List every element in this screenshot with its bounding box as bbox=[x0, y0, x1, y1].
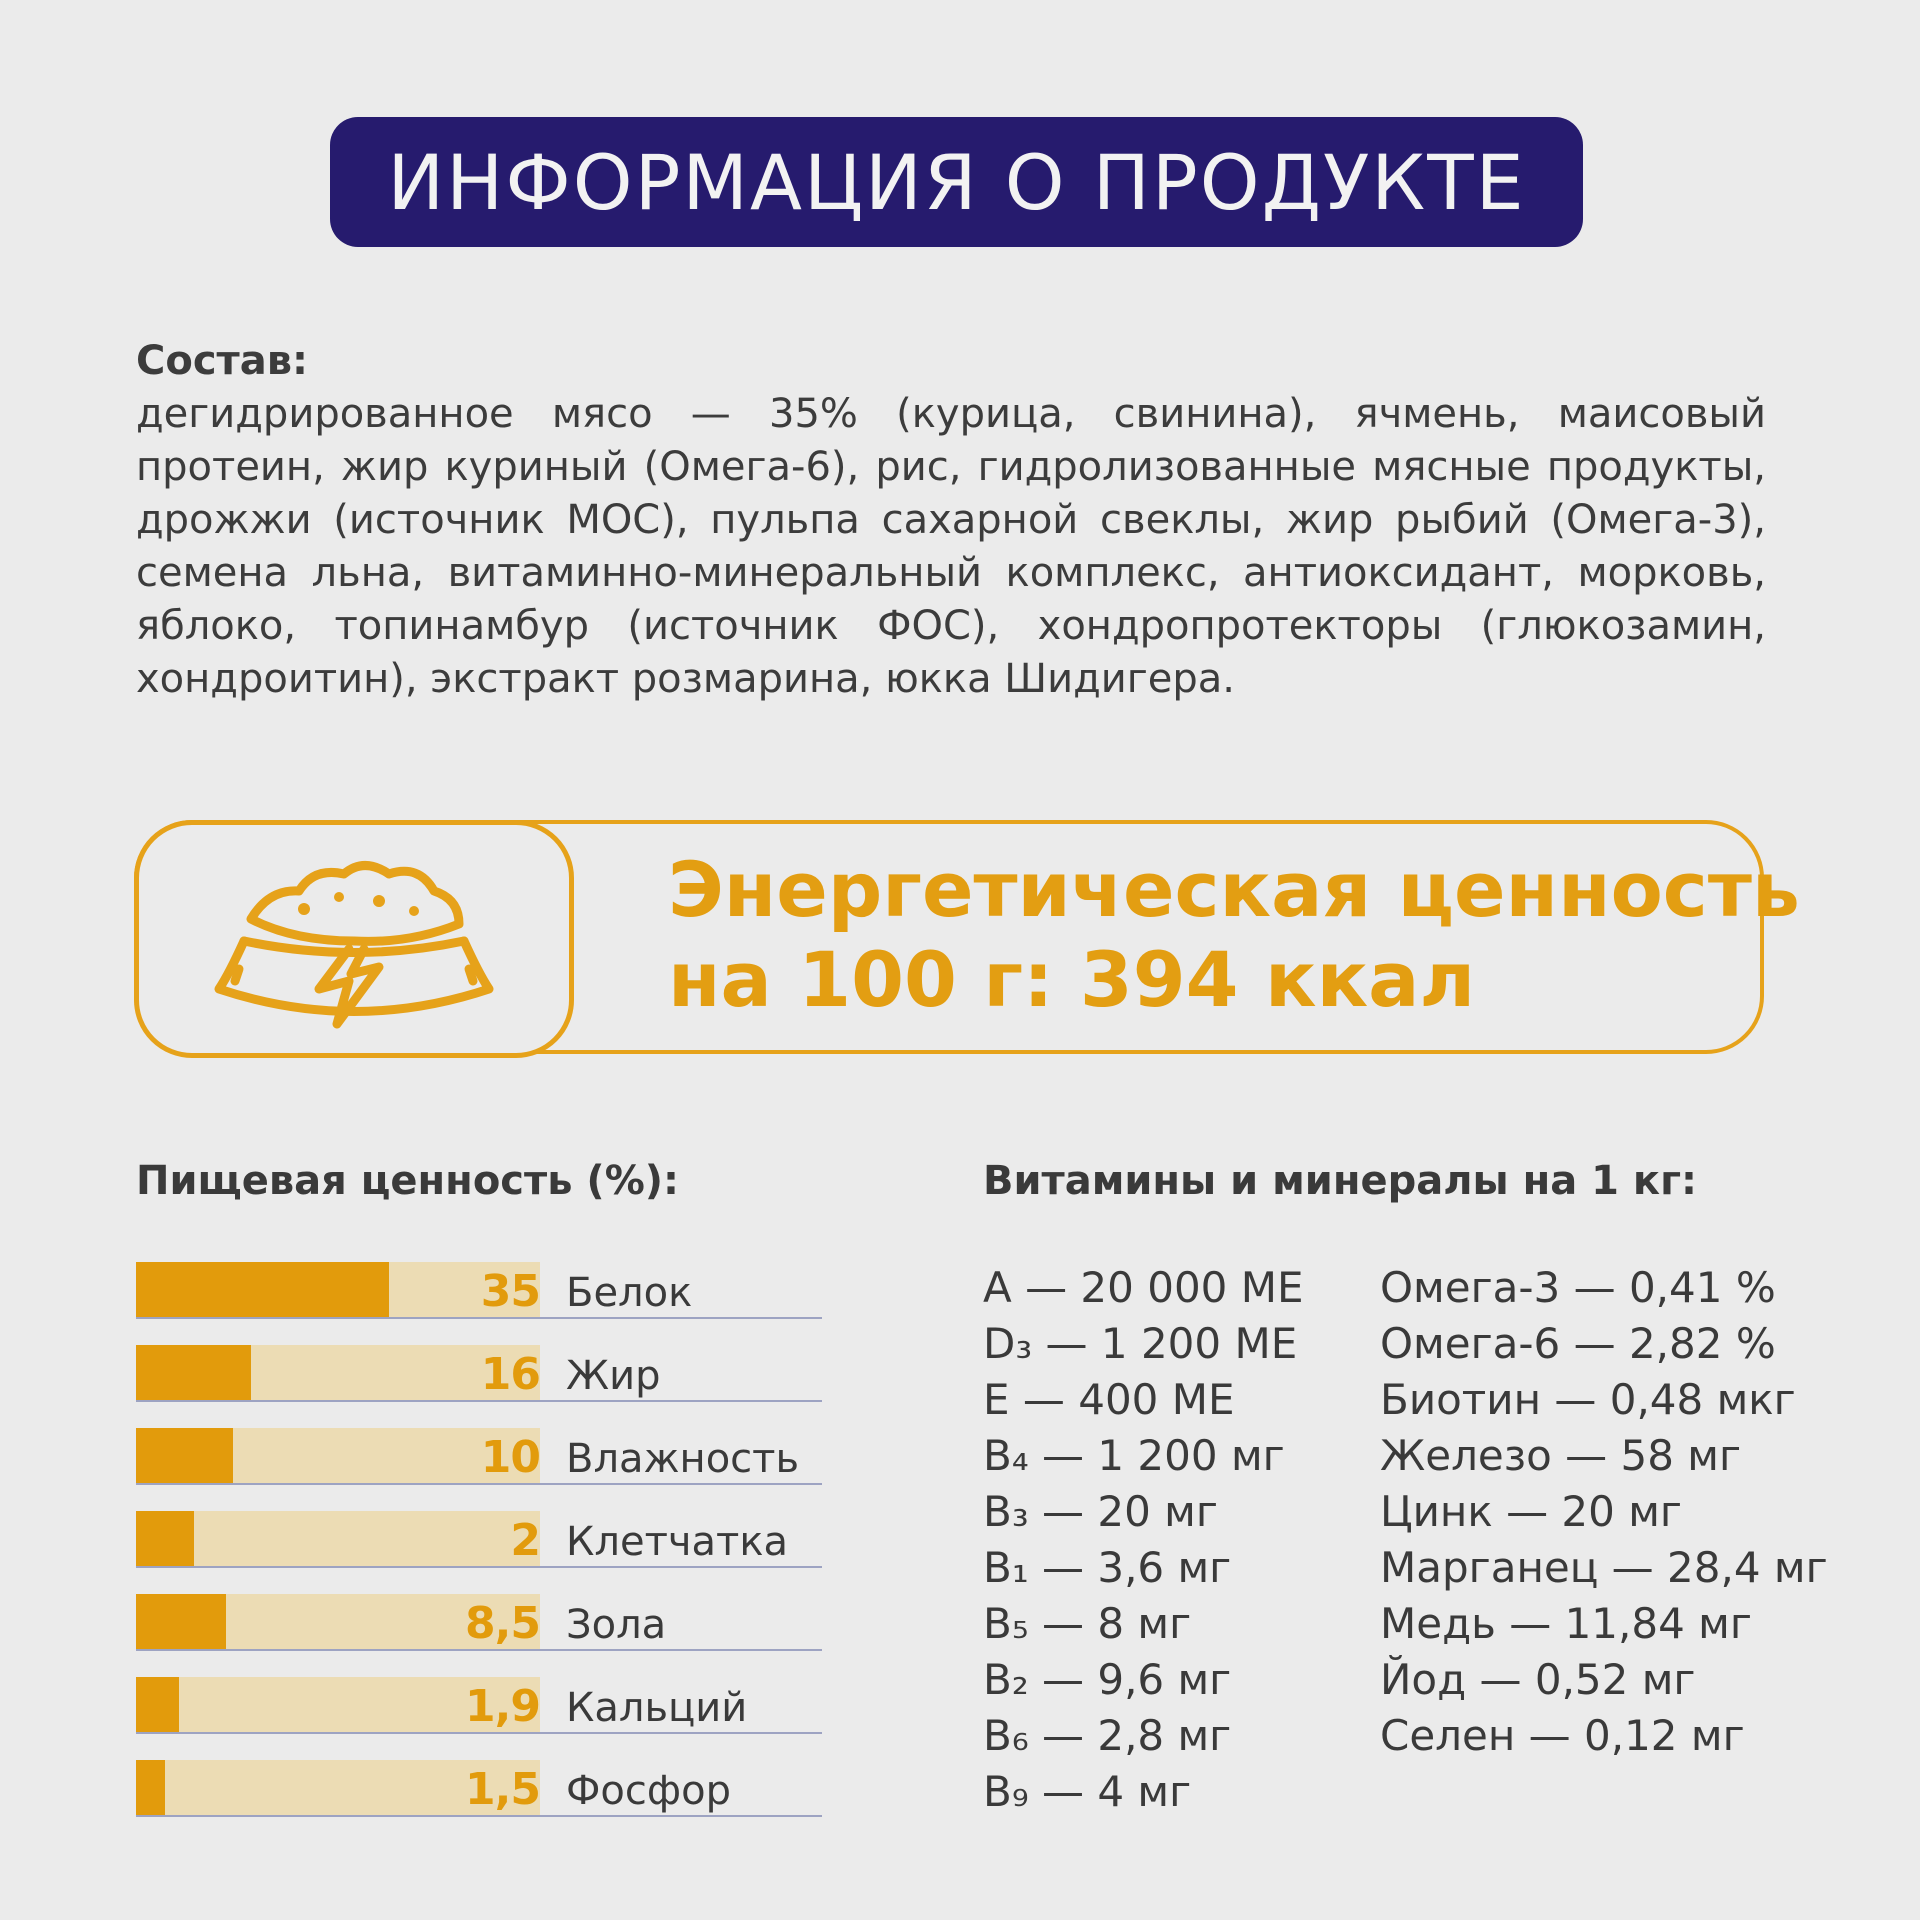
bar-label: Влажность bbox=[566, 1436, 800, 1482]
bar-fill bbox=[136, 1511, 194, 1566]
bar-track bbox=[136, 1262, 540, 1317]
bar-label: Жир bbox=[566, 1353, 661, 1399]
bar-value: 10 bbox=[480, 1432, 540, 1483]
vitamin-item: B₃ — 20 мг bbox=[983, 1487, 1218, 1536]
vitamin-item: Селен — 0,12 мг bbox=[1380, 1711, 1745, 1760]
bar-value: 2 bbox=[510, 1515, 540, 1566]
bar-value: 35 bbox=[480, 1266, 540, 1317]
bar-fill bbox=[136, 1677, 179, 1732]
vitamin-item: B₄ — 1 200 мг bbox=[983, 1431, 1285, 1480]
vitamin-item: B₂ — 9,6 мг bbox=[983, 1655, 1232, 1704]
bar-fill bbox=[136, 1345, 251, 1400]
vitamin-item: D₃ — 1 200 МЕ bbox=[983, 1319, 1298, 1368]
vitamin-item: Марганец — 28,4 мг bbox=[1380, 1543, 1828, 1592]
nutrition-row bbox=[136, 1428, 822, 1485]
bar-label: Кальций bbox=[566, 1685, 748, 1731]
vitamins-title: Витамины и минералы на 1 кг: bbox=[983, 1158, 1697, 1204]
vitamin-item: Железо — 58 мг bbox=[1380, 1431, 1742, 1480]
vitamin-item: A — 20 000 МЕ bbox=[983, 1263, 1304, 1312]
vitamin-item: E — 400 МЕ bbox=[983, 1375, 1235, 1424]
nutrition-row bbox=[136, 1677, 822, 1734]
vitamin-item: Омега-3 — 0,41 % bbox=[1380, 1263, 1776, 1312]
bar-track bbox=[136, 1511, 540, 1566]
energy-line-1: Энергетическая ценность bbox=[668, 845, 1800, 934]
energy-icon-box bbox=[134, 820, 574, 1058]
bar-label: Клетчатка bbox=[566, 1519, 788, 1565]
nutrition-row bbox=[136, 1594, 822, 1651]
vitamin-item: B₉ — 4 мг bbox=[983, 1767, 1192, 1816]
vitamins-list-left bbox=[983, 1260, 1304, 1820]
vitamin-item: B₁ — 3,6 мг bbox=[983, 1543, 1232, 1592]
nutrition-row bbox=[136, 1511, 822, 1568]
energy-value bbox=[668, 845, 1800, 1025]
nutrition-row bbox=[136, 1760, 822, 1817]
bar-value: 16 bbox=[480, 1349, 540, 1400]
vitamin-item: B₆ — 2,8 мг bbox=[983, 1711, 1232, 1760]
vitamin-item: B₅ — 8 мг bbox=[983, 1599, 1192, 1648]
bar-value: 1,5 bbox=[465, 1764, 540, 1815]
bar-track bbox=[136, 1345, 540, 1400]
header-banner bbox=[330, 117, 1583, 247]
composition-text: дегидрированное мясо — 35% (курица, свинина), ячмень, маисовый протеин, жир куриный (Омега-6), рис, гидролизованные мясные продукты, дрожжи (источник МОС), пульпа сахарной свеклы, жир рыбий (Омега-3), семена льна, витаминно-минеральный комплекс, антиоксидант, морковь, яблоко, топинамбур (источник ФОС), хондропротекторы (глюкозамин, хондроитин), экстракт розмарина, юкка Шидигера. bbox=[136, 391, 1766, 702]
food-bowl-lightning-icon bbox=[209, 849, 499, 1029]
vitamin-item: Медь — 11,84 мг bbox=[1380, 1599, 1752, 1648]
bar-fill bbox=[136, 1262, 389, 1317]
nutrition-bars bbox=[136, 1262, 822, 1843]
bar-label: Белок bbox=[566, 1270, 693, 1316]
bar-value: 1,9 bbox=[465, 1681, 540, 1732]
vitamin-item: Омега-6 — 2,82 % bbox=[1380, 1319, 1776, 1368]
bar-fill bbox=[136, 1428, 233, 1483]
bar-label: Зола bbox=[566, 1602, 667, 1648]
composition-label: Состав: bbox=[136, 338, 309, 384]
page-title: ИНФОРМАЦИЯ О ПРОДУКТЕ bbox=[387, 137, 1526, 227]
composition-block bbox=[136, 335, 1766, 706]
energy-line-2: на 100 г: 394 ккал bbox=[668, 935, 1476, 1024]
vitamin-item: Цинк — 20 мг bbox=[1380, 1487, 1682, 1536]
nutrition-title: Пищевая ценность (%): bbox=[136, 1158, 680, 1204]
bar-track bbox=[136, 1428, 540, 1483]
vitamins-list-right bbox=[1380, 1260, 1828, 1764]
bar-label: Фосфор bbox=[566, 1768, 731, 1814]
bar-fill bbox=[136, 1760, 165, 1815]
bar-value: 8,5 bbox=[465, 1598, 540, 1649]
nutrition-row bbox=[136, 1262, 822, 1319]
nutrition-row bbox=[136, 1345, 822, 1402]
vitamin-item: Йод — 0,52 мг bbox=[1380, 1655, 1696, 1704]
bar-fill bbox=[136, 1594, 226, 1649]
vitamin-item: Биотин — 0,48 мкг bbox=[1380, 1375, 1796, 1424]
